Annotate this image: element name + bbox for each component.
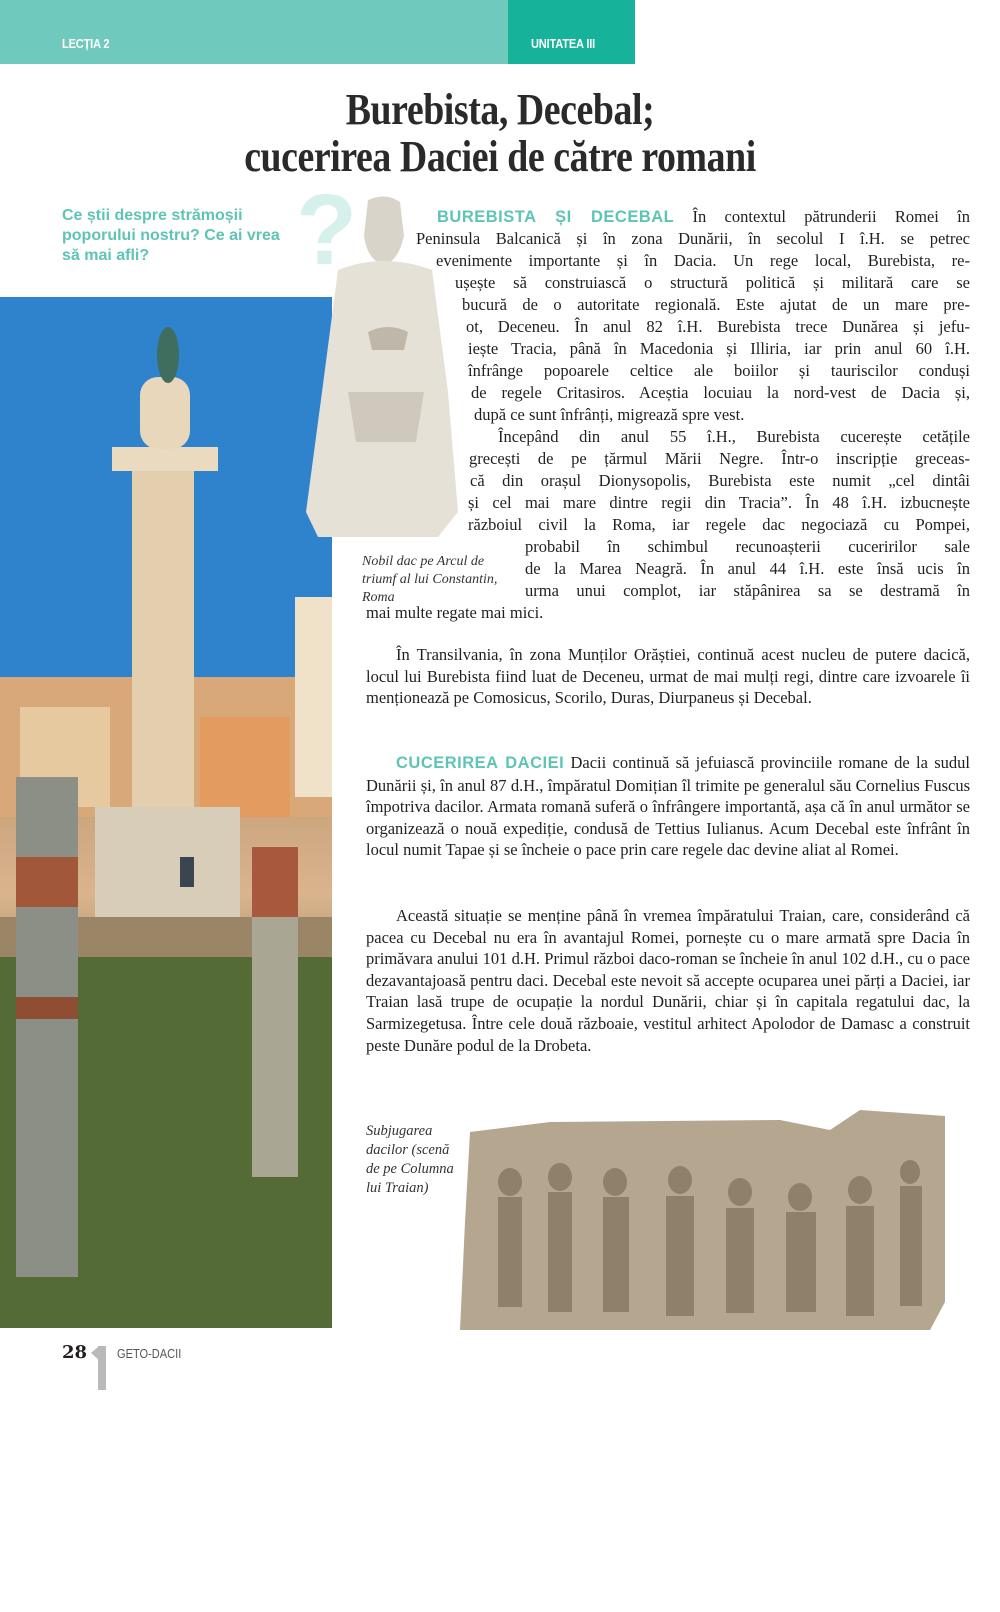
text-line-content: În contextul pătrunderii Romei în (692, 207, 970, 226)
brick-band (252, 847, 298, 917)
text-line: ușește să construiască o structură politică și militară care se (455, 273, 970, 292)
text-line: ot, Deceneu. În anul 82 î.H. Burebista trece Dunărea și jefu- (466, 317, 970, 336)
text-line: de la Marea Neagră. În anul 44 î.H. este însă ucis în (525, 559, 970, 578)
section-heading-cucerirea: CUCERIREA DACIEI (396, 754, 565, 772)
column-capital (112, 447, 218, 471)
column-top (140, 377, 190, 449)
column-base (95, 807, 240, 917)
trajan-column-relief-image (440, 1102, 950, 1330)
statue-caption: Nobil dac pe Arcul de triumf al lui Constantin, Roma (362, 554, 498, 605)
broken-column-left (16, 777, 78, 1277)
trajan-column-illustration (0, 297, 332, 1328)
intro-question: Ce știi despre strămoșii poporului nostru? Ce ai vrea să mai afli? (62, 207, 280, 264)
paragraph-traian: Această situație se menține până în vremea împăratului Traian, care, considerând că pacea cu Decebal nu era în avantajul Romei, pornește cu o mare armată spre Dacia în primăvara anului 101 d.H. Primul război daco-roman se încheie în anul 102 d.H., cu o pace dezavantajoasă pentru daci. Decebal este nevoit să accepte ocuparea unei părți a Daciei, iar Traian lasă trupe de ocupație la nordul Dunării, chiar și în capitala regatului dac, la Sarmizegetusa. Între cele două războaie, vestitul arhitect Apolodor de Damasc a construit peste Dunăre podul de la Drobeta. (366, 906, 970, 1055)
text-line: bucură de o autoritate regională. Este ajutat de un mare pre- (462, 295, 970, 314)
text-line: probabil în schimbul recunoașterii cuceririlor sale (525, 537, 970, 556)
statue-tunic (348, 392, 424, 442)
text-line: urma unui complot, iar stăpânirea sa se destramă în (525, 581, 970, 600)
statue-head (364, 196, 404, 264)
text-line: grecești de pe țărmul Mării Negre. Într-o inscripție greceas- (469, 449, 970, 468)
statue-hands (368, 327, 408, 350)
footer-bar (98, 1346, 106, 1390)
base-door (180, 857, 194, 887)
church-dome (295, 597, 332, 797)
lesson-label: LECȚIA 2 (62, 36, 110, 51)
unit-label: UNITATEA III (531, 36, 596, 51)
question-mark-icon: ? (296, 174, 358, 286)
page-title (0, 86, 1000, 180)
text-line: mai multe regate mai mici. (366, 603, 544, 622)
text-line: Începând din anul 55 î.H., Burebista cucerește cetățile (498, 427, 970, 446)
text-line: de regele Critasiros. Aceștia locuiau la nord-vest de Dacia și, (471, 383, 970, 402)
paragraph-transilvania: În Transilvania, în zona Munților Orăștiei, continuă acest nucleu de putere dacică, locul lui Burebista fiind luat de Deceneu, urmat de mai mulți regi, dintre care izvoarele îi menționează pe Comosicus, Scorilo, Duras, Diurpaneus și Decebal. (366, 645, 970, 708)
header-band-unit (508, 0, 635, 64)
header-band-lesson (0, 0, 508, 64)
statue-on-column (157, 327, 179, 383)
text-line: înfrânge popoarele celtice ale boiilor și tauriscilor conduși (468, 361, 970, 380)
building-orange (200, 717, 290, 817)
brick-band (16, 857, 78, 907)
brick-band (16, 997, 78, 1019)
text-line: că din orașul Dionysopolis, Burebista este numit „cel dintâi (470, 471, 970, 490)
text-line: iește Tracia, până în Macedonia și Illiria, iar prin anul 60 î.H. (468, 339, 970, 358)
text-line: și cel mai mare dintre regii din Tracia”. În 48 î.H. izbucnește (468, 493, 970, 512)
text-line: după ce sunt înfrânți, migrează spre vest. (474, 405, 745, 424)
page-title-line-1: Burebista, Decebal; (345, 85, 655, 134)
page-title-line-2: cucerirea Daciei de către romani (244, 132, 756, 181)
text-line: Peninsula Balcanică și în zona Dunării, în secolul I î.H. se petrec (416, 229, 970, 248)
text-line: evenimente importante și în Dacia. Un rege local, Burebista, re- (436, 251, 970, 270)
column-shaft (132, 467, 194, 807)
footer-section-label: GETO-DACII (117, 1346, 182, 1361)
relief-caption: Subjugarea dacilor (scenă de pe Columna lui Traian) (366, 1123, 454, 1196)
text-line: războiul civil la Roma, iar regele dac negociază cu Pompei, (468, 515, 970, 534)
section-cucerirea (366, 752, 970, 861)
page-number: 28 (62, 1342, 88, 1363)
column-caption: Columna lui Traian, Roma (84, 1595, 245, 1611)
section-cucerirea-text: Dacii continuă să jefuiască provinciile romane de la sudul Dunării și, în anul 87 d.H., împăratul Domițian îl trimite pe generalul său Cornelius Fuscus împotriva dacilor. Armata romană suferă o înfrângere importantă, așa că în anul următor se organizează o nouă expediție, condusă de Tettius Iulianus. Acum Decebal este înfrânt în locul numit Tapae și se încheie o pace prin care regele dac devine aliat al Romei. (366, 753, 971, 860)
text-line (437, 206, 970, 229)
section-heading-burebista: BUREBISTA ȘI DECEBAL (437, 208, 675, 226)
